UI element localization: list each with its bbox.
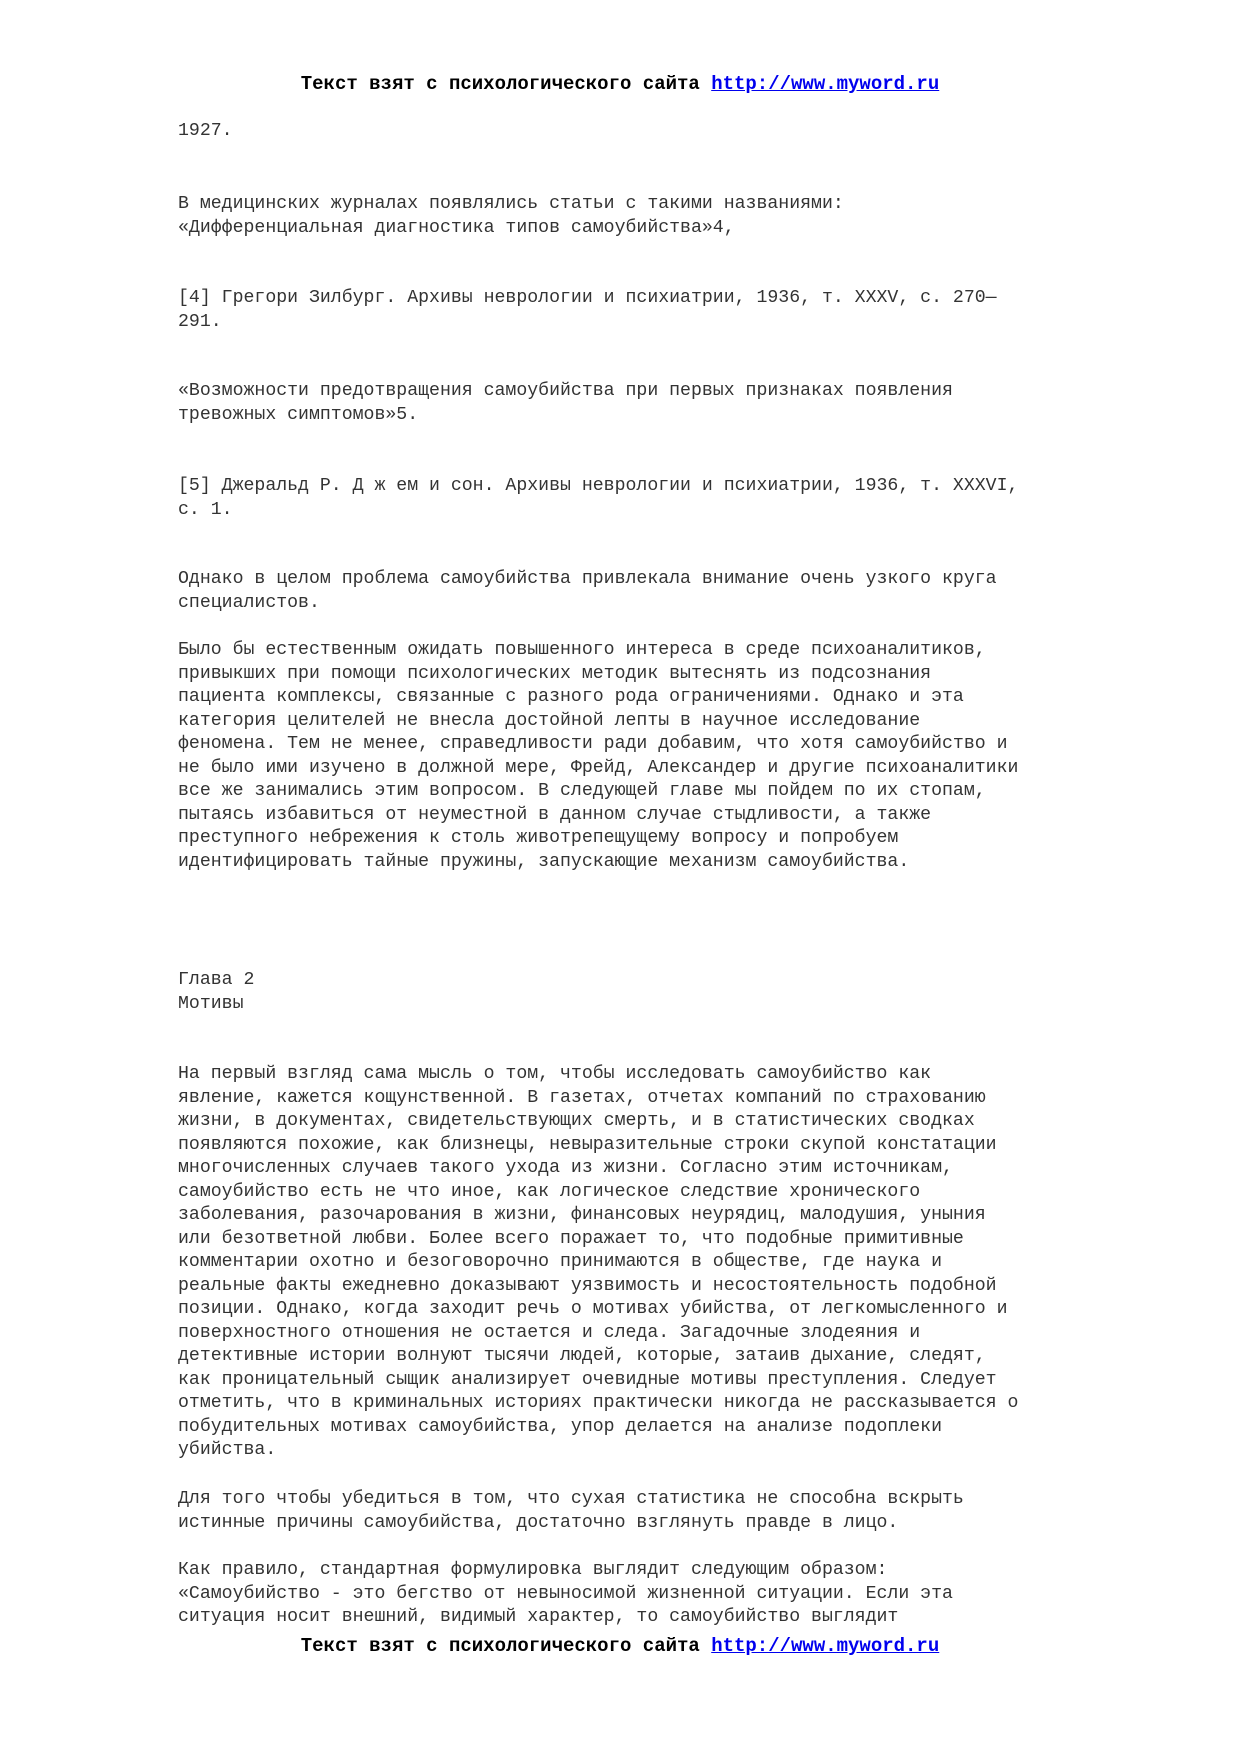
footnote-5: [5] Джеральд Р. Д ж ем и сон. Архивы неврологии и психиатрии, 1936, т. XXXVI, с. 1.	[178, 476, 1019, 520]
year-line: 1927.	[178, 121, 233, 141]
dry-statistics-paragraph: Для того чтобы убедиться в том, что сухая статистика не способна вскрыть истинные причины самоубийства, достаточно взглянуть правде в лицо.	[178, 1489, 964, 1533]
footer-site-link[interactable]: http://www.myword.ru	[711, 1635, 940, 1657]
psychoanalysts-paragraph: Было бы естественным ожидать повышенного интереса в среде психоаналитиков, привыкших при помощи психологических методик вытеснять из подсознания пациента комплексы, связанные с разного рода ограничениями. Однако и эта категория целителей не внесла достойной лепты в научное исследование феномена. Тем не менее, справедливости ради добавим, что хотя самоубийство и не было ими изучено в должной мере, Фрейд, Александер и другие психоаналитики все же занимались этим вопросом. В следующей главе мы пойдем по их стопам, пытаясь избавиться от неуместной в данном случае стыдливости, а также преступного небрежения к столь животрепещущему вопросу и попробуем идентифицировать тайные пружины, запускающие механизм самоубийства.	[178, 640, 1019, 872]
prevention-paragraph: «Возможности предотвращения самоубийства при первых признаках появления тревожных симптомов»5.	[178, 381, 953, 425]
journals-paragraph: В медицинских журналах появлялись статьи с такими названиями: «Дифференциальная диагностика типов самоубийства»4,	[178, 194, 844, 238]
page-footer	[0, 1634, 1240, 1658]
first-glance-paragraph: На первый взгляд сама мысль о том, чтобы исследовать самоубийство как явление, кажется кощунственной. В газетах, отчетах компаний по страхованию жизни, в документах, свидетельствующих смерть, и в статистических сводках появляются похожие, как близнецы, невыразительные строки скупой констатации многочисленных случаев такого ухода из жизни. Согласно этим источникам, самоубийство есть не что иное, как логическое следствие хронического заболевания, разочарования в жизни, финансовых неурядиц, малодушия, уныния или безответной любви. Более всего поражает то, что подобные примитивные комментарии охотно и безоговорочно принимаются в обществе, где наука и реальные факты ежедневно доказывают уязвимость и несостоятельность подобной позиции. Однако, когда заходит речь о мотивах убийства, от легкомысленного и поверхностного отношения не остается и следа. Загадочные злодеяния и детективные истории волнуют тысячи людей, которые, затаив дыхание, следят, как проницательный сыщик анализирует очевидные мотивы преступления. Следует отметить, что в криминальных историях практически никогда не рассказывается о побудительных мотивах самоубийства, упор делается на анализе подоплеки убийства.	[178, 1064, 1019, 1460]
page-header	[0, 72, 1240, 96]
header-text: Текст взят с психологического сайта	[300, 73, 712, 95]
however-paragraph: Однако в целом проблема самоубийства привлекала внимание очень узкого круга специалистов.	[178, 569, 997, 613]
footer-text: Текст взят с психологического сайта	[300, 1635, 712, 1657]
header-site-link[interactable]: http://www.myword.ru	[711, 73, 940, 95]
as-a-rule-paragraph: Как правило, стандартная формулировка выглядит следующим образом: «Самоубийство - это бегство от невыносимой жизненной ситуации. Если эта ситуация носит внешний, видимый характер, то самоубийство выглядит	[178, 1560, 953, 1627]
footnote-4: [4] Грегори Зилбург. Архивы неврологии и психиатрии, 1936, т. XXXV, с. 270— 291.	[178, 288, 997, 332]
chapter-heading: Глава 2 Мотивы	[178, 970, 255, 1014]
